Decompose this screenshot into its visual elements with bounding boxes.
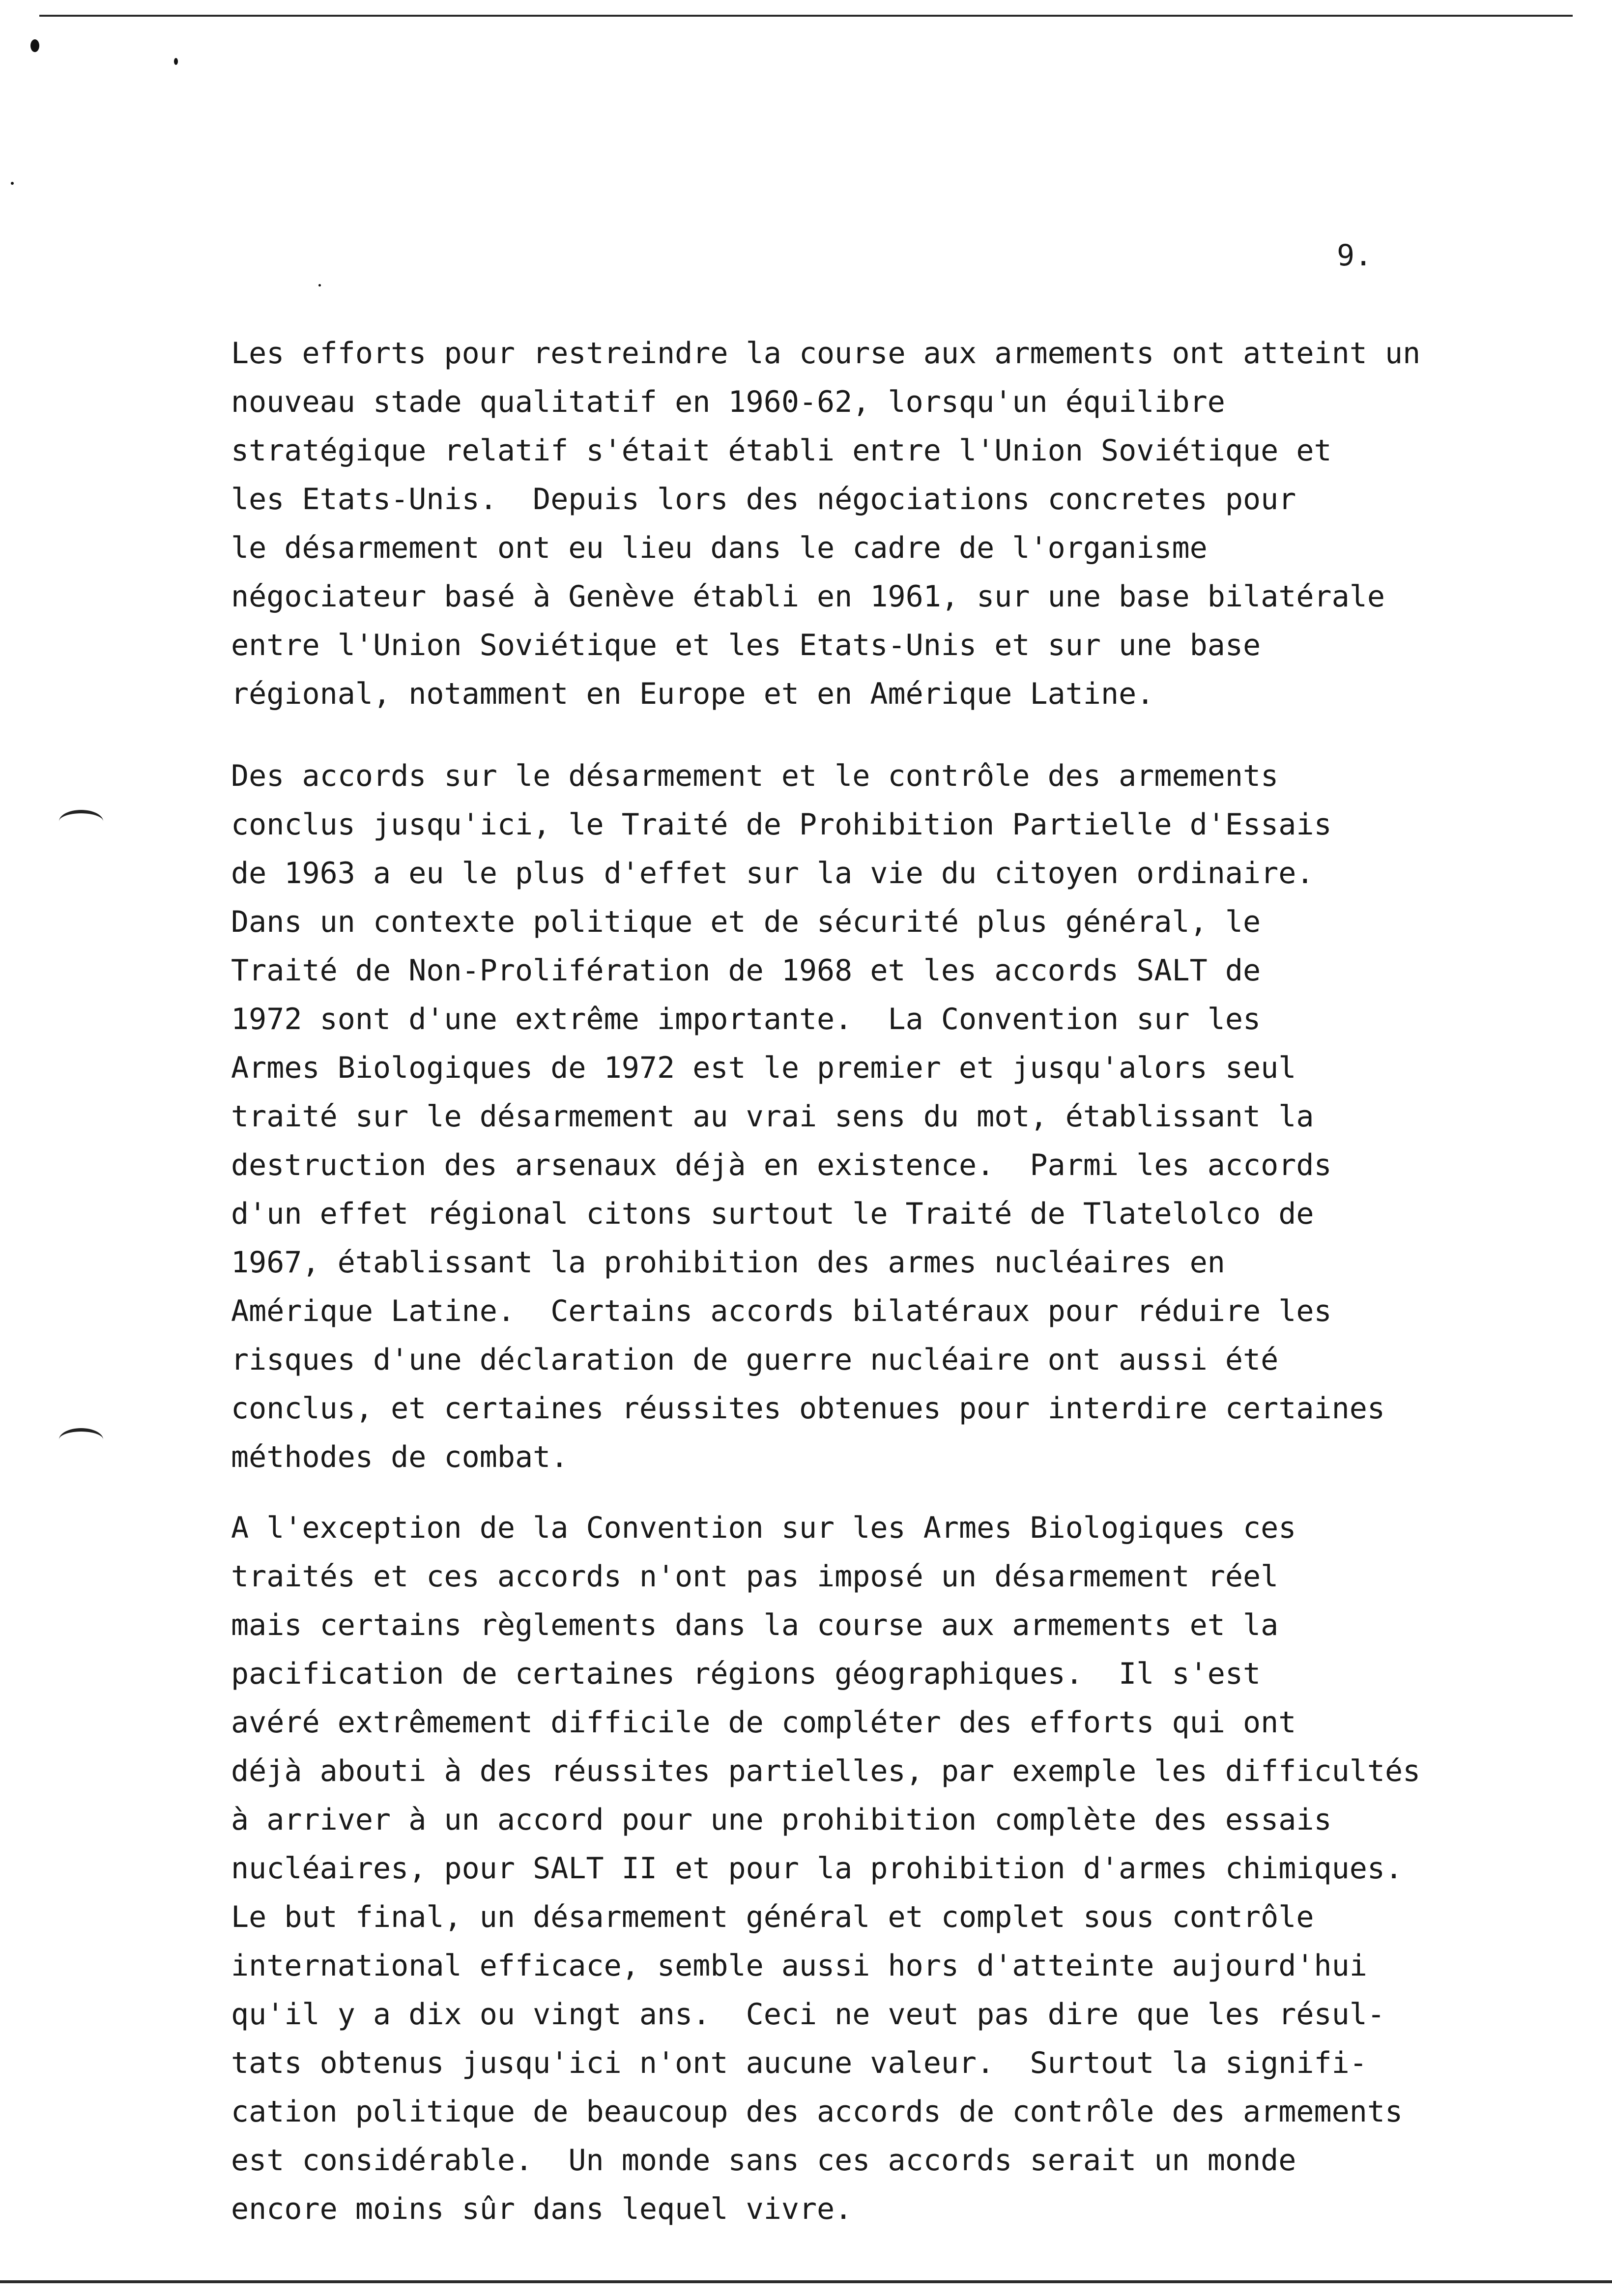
text-line: 1967, établissant la prohibition des armes nucléaires en (231, 1245, 1225, 1280)
ink-speck (174, 58, 178, 65)
text-line: à arriver à un accord pour une prohibition complète des essais (231, 1803, 1332, 1837)
text-line: A l'exception de la Convention sur les Armes Biologiques ces (231, 1511, 1296, 1545)
text-line: traités et ces accords n'ont pas imposé un désarmement réel (231, 1559, 1279, 1594)
text-line: stratégique relatif s'était établi entre l'Union Soviétique et (231, 433, 1332, 468)
paragraph (231, 1504, 1538, 2234)
text-line: régional, notamment en Europe et en Amérique Latine. (231, 677, 1154, 711)
text-line: les Etats-Unis. Depuis lors des négociations concretes pour (231, 482, 1296, 517)
text-line: Amérique Latine. Certains accords bilatéraux pour réduire les (231, 1294, 1332, 1328)
text-line: 1972 sont d'une extrême importante. La Convention sur les (231, 1002, 1261, 1036)
text-line: méthodes de combat. (231, 1440, 569, 1474)
text-line: international efficace, semble aussi hors d'atteinte aujourd'hui (231, 1949, 1367, 1983)
text-line: nucléaires, pour SALT II et pour la prohibition d'armes chimiques. (231, 1851, 1403, 1886)
text-line: nouveau stade qualitatif en 1960-62, lorsqu'un équilibre (231, 385, 1225, 419)
text-line: destruction des arsenaux déjà en existence. Parmi les accords (231, 1148, 1332, 1182)
text-line: de 1963 a eu le plus d'effet sur la vie du citoyen ordinaire. (231, 856, 1314, 890)
text-line: mais certains règlements dans la course aux armements et la (231, 1608, 1279, 1642)
ink-speck (318, 284, 321, 287)
text-line: Les efforts pour restreindre la course aux armements ont atteint un (231, 336, 1421, 371)
margin-mark (59, 1428, 103, 1451)
text-line: le désarmement ont eu lieu dans le cadre de l'organisme (231, 531, 1208, 565)
top-rule (39, 15, 1573, 17)
paragraph (231, 329, 1538, 718)
paragraph (231, 752, 1538, 1482)
text-line: conclus, et certaines réussites obtenues pour interdire certaines (231, 1391, 1385, 1426)
text-line: déjà abouti à des réussites partielles, par exemple les difficultés (231, 1754, 1421, 1788)
text-line: risques d'une déclaration de guerre nucléaire ont aussi été (231, 1343, 1279, 1377)
text-line: tats obtenus jusqu'ici n'ont aucune valeur. Surtout la signifi- (231, 2046, 1367, 2080)
text-line: Armes Biologiques de 1972 est le premier et jusqu'alors seul (231, 1051, 1296, 1085)
text-line: d'un effet régional citons surtout le Traité de Tlatelolco de (231, 1197, 1314, 1231)
text-line: cation politique de beaucoup des accords de contrôle des armements (231, 2095, 1403, 2129)
text-line: qu'il y a dix ou vingt ans. Ceci ne veut pas dire que les résul- (231, 1997, 1385, 2032)
text-line: encore moins sûr dans lequel vivre. (231, 2192, 853, 2226)
bottom-rule (0, 2280, 1612, 2283)
text-line: Des accords sur le désarmement et le contrôle des armements (231, 759, 1279, 793)
text-line: est considérable. Un monde sans ces accords serait un monde (231, 2143, 1296, 2178)
text-line: Dans un contexte politique et de sécurité plus général, le (231, 905, 1261, 939)
ink-speck (11, 182, 14, 185)
text-line: négociateur basé à Genève établi en 1961, sur une base bilatérale (231, 579, 1385, 614)
text-line: Le but final, un désarmement général et complet sous contrôle (231, 1900, 1314, 1934)
text-line: traité sur le désarmement au vrai sens du mot, établissant la (231, 1099, 1314, 1134)
text-line: pacification de certaines régions géographiques. Il s'est (231, 1657, 1261, 1691)
margin-mark (59, 810, 103, 833)
ink-speck (30, 39, 39, 52)
page-number: 9. (1337, 238, 1373, 273)
text-line: entre l'Union Soviétique et les Etats-Unis et sur une base (231, 628, 1261, 662)
text-line: avéré extrêmement difficile de compléter des efforts qui ont (231, 1705, 1296, 1740)
text-line: conclus jusqu'ici, le Traité de Prohibition Partielle d'Essais (231, 807, 1332, 842)
text-line: Traité de Non-Prolifération de 1968 et les accords SALT de (231, 953, 1261, 988)
